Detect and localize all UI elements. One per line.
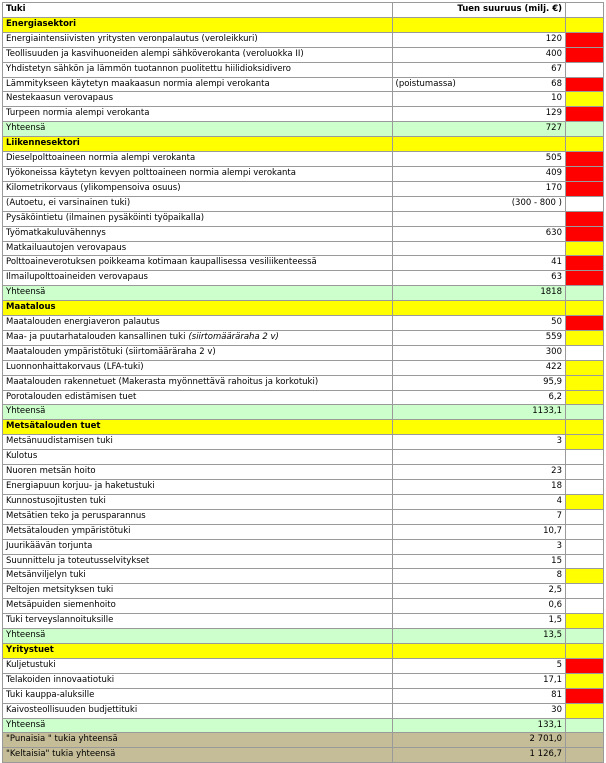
subsidy-name: Lämmitykseen käytetyn maakaasun normia alempi verokanta <box>6 78 270 89</box>
flag-cell-red <box>566 271 604 286</box>
section-header-row <box>3 420 604 435</box>
table-row <box>3 658 604 673</box>
subsidy-name: Yhdistetyn sähkön ja lämmön tuotannon puolitettu hiilidioksidivero <box>6 63 291 74</box>
section-header-row <box>3 301 604 316</box>
subsidy-name-cell <box>3 256 393 271</box>
table-row <box>3 92 604 107</box>
flag-cell-yellow <box>566 241 604 256</box>
table-row <box>3 211 604 226</box>
subsidy-name-cell <box>3 614 393 629</box>
grand-total-row <box>3 748 604 763</box>
flag-cell-none <box>566 539 604 554</box>
subsidy-name-cell <box>3 494 393 509</box>
subsidy-name: Teollisuuden ja kasvihuoneiden alempi sähköverokanta (veroluokka II) <box>6 48 304 59</box>
flag-cell-yellow <box>566 330 604 345</box>
flag-cell-none <box>566 465 604 480</box>
section-total-row <box>3 629 604 644</box>
header-name-cell: Tuki <box>3 3 393 18</box>
subsidy-name-cell <box>3 509 393 524</box>
flag-cell-none <box>566 584 604 599</box>
table-row <box>3 673 604 688</box>
table-row <box>3 524 604 539</box>
section-total-flag-cell <box>566 122 604 137</box>
subsidy-name: Dieselpolttoaineen normia alempi verokanta <box>6 153 196 164</box>
subsidy-name-cell <box>3 658 393 673</box>
table-row <box>3 375 604 390</box>
subsidy-name: Kilometrikorvaus (ylikompensoiva osuus) <box>6 182 181 193</box>
subsidy-value: 3 <box>393 539 566 554</box>
section-total-value: 133,1 <box>393 718 566 733</box>
subsidy-name-cell <box>3 465 393 480</box>
header-value-cell: Tuen suuruus (milj. €) <box>393 3 566 18</box>
subsidy-name: Nestekaasun verovapaus <box>6 93 114 104</box>
section-value-cell <box>393 643 566 658</box>
table-row <box>3 539 604 554</box>
subsidy-value: 400 <box>393 47 566 62</box>
subsidy-name-cell <box>3 673 393 688</box>
section-header-row <box>3 643 604 658</box>
subsidy-name: Maatalouden energiaveron palautus <box>6 317 160 328</box>
section-total-row <box>3 405 604 420</box>
subsidy-name-cell <box>3 584 393 599</box>
subsidy-name: Pysäköintietu (ilmainen pysäköinti työpaikalla) <box>6 212 205 223</box>
subsidy-name-cell <box>3 62 393 77</box>
subsidy-name-cell <box>3 435 393 450</box>
subsidy-name: Peltojen metsityksen tuki <box>6 585 114 596</box>
grand-total-row <box>3 733 604 748</box>
flag-cell-yellow <box>566 494 604 509</box>
subsidy-name: Kulotus <box>6 451 38 462</box>
subsidy-name: Tuki kauppa-aluksille <box>6 689 95 700</box>
flag-cell-red <box>566 166 604 181</box>
section-total-value: 1133,1 <box>393 405 566 420</box>
subsidy-value <box>393 241 566 256</box>
subsidy-value: 6,2 <box>393 390 566 405</box>
subsidy-name-cell <box>3 92 393 107</box>
subsidy-name: Suunnittelu ja toteutusselvitykset <box>6 555 150 566</box>
header-flag-cell <box>566 3 604 18</box>
subsidy-value: 129 <box>393 107 566 122</box>
subsidy-name-cell <box>3 480 393 495</box>
subsidy-value: 1,5 <box>393 614 566 629</box>
subsidy-name-cell <box>3 360 393 375</box>
table-row <box>3 226 604 241</box>
section-flag-cell <box>566 137 604 152</box>
flag-cell-none <box>566 196 604 211</box>
flag-cell-none <box>566 524 604 539</box>
subsidy-name-cell <box>3 345 393 360</box>
subsidy-name-cell <box>3 390 393 405</box>
subsidy-name: Polttoaineverotuksen poikkeama kotimaan kaupallisessa vesiliikenteessä <box>6 257 317 268</box>
subsidy-name: Juurikäävän torjunta <box>6 540 93 551</box>
subsidy-name-cell <box>3 32 393 47</box>
subsidy-name-cell <box>3 330 393 345</box>
section-total-label: Yhteensä <box>3 629 393 644</box>
section-header-row <box>3 17 604 32</box>
flag-cell-red <box>566 316 604 331</box>
section-title: Energiasektori <box>3 17 393 32</box>
flag-cell-yellow <box>566 703 604 718</box>
subsidy-name: (Autoetu, ei varsinainen tuki) <box>6 197 131 208</box>
grand-total-value: 2 701,0 <box>393 733 566 748</box>
subsidy-name: Metsätalouden ympäristötuki <box>6 525 131 536</box>
flag-cell-yellow <box>566 614 604 629</box>
table-row <box>3 77 604 92</box>
section-total-label: Yhteensä <box>3 718 393 733</box>
table-row <box>3 166 604 181</box>
flag-cell-yellow <box>566 435 604 450</box>
section-total-flag-cell <box>566 405 604 420</box>
subsidy-name: Metsäpuiden siemenhoito <box>6 600 116 611</box>
subsidy-value: 409 <box>393 166 566 181</box>
flag-cell-none <box>566 480 604 495</box>
flag-cell-red <box>566 658 604 673</box>
subsidy-name-cell <box>3 241 393 256</box>
subsidy-table <box>2 2 604 763</box>
subsidy-name-cell: Lämmitykseen käytetyn maakaasun normia alempi verokanta (poistumassa) <box>3 77 393 92</box>
grand-total-value: 1 126,7 <box>393 748 566 763</box>
table-row <box>3 614 604 629</box>
subsidy-value: 23 <box>393 465 566 480</box>
subsidy-value: 68 <box>393 77 566 92</box>
subsidy-name-cell <box>3 152 393 167</box>
subsidy-value: 50 <box>393 316 566 331</box>
section-title: Liikennesektori <box>3 137 393 152</box>
section-total-label: Yhteensä <box>3 405 393 420</box>
subsidy-name-cell <box>3 316 393 331</box>
subsidy-value: 17,1 <box>393 673 566 688</box>
section-flag-cell <box>566 420 604 435</box>
grand-total-label: "Punaisia " tukia yhteensä <box>3 733 393 748</box>
section-title: Maatalous <box>3 301 393 316</box>
flag-cell-red <box>566 107 604 122</box>
section-total-value: 13,5 <box>393 629 566 644</box>
flag-cell-yellow <box>566 673 604 688</box>
subsidy-name: Luonnonhaittakorvaus (LFA-tuki) <box>6 361 144 372</box>
subsidy-name: Metsänuudistamisen tuki <box>6 436 113 447</box>
flag-cell-none <box>566 599 604 614</box>
subsidy-name: Turpeen normia alempi verokanta <box>6 108 150 119</box>
subsidy-value: 95,9 <box>393 375 566 390</box>
table-row <box>3 241 604 256</box>
table-row <box>3 554 604 569</box>
flag-cell-red <box>566 688 604 703</box>
subsidy-note: (siirtomääräraha 2 v) <box>188 331 279 342</box>
subsidy-value <box>393 450 566 465</box>
subsidy-name: Kuljetustuki <box>6 659 56 670</box>
subsidy-name: Maa- ja puutarhatalouden kansallinen tuki <box>6 331 186 342</box>
subsidy-name-cell <box>3 166 393 181</box>
table-row <box>3 62 604 77</box>
subsidy-value: 81 <box>393 688 566 703</box>
subsidy-table-body <box>3 3 604 763</box>
subsidy-value: 0,6 <box>393 599 566 614</box>
section-total-label: Yhteensä <box>3 122 393 137</box>
table-row <box>3 494 604 509</box>
section-total-row <box>3 286 604 301</box>
subsidy-name: Metsätien teko ja perusparannus <box>6 510 146 521</box>
subsidy-name: Kunnostusojitusten tuki <box>6 495 106 506</box>
subsidy-name-cell <box>3 107 393 122</box>
grand-total-label: "Keltaisia" tukia yhteensä <box>3 748 393 763</box>
section-header-row <box>3 137 604 152</box>
subsidy-name-cell <box>3 226 393 241</box>
subsidy-name-cell <box>3 688 393 703</box>
flag-cell-red <box>566 152 604 167</box>
table-row <box>3 360 604 375</box>
table-row <box>3 47 604 62</box>
header-row <box>3 3 604 18</box>
subsidy-name-cell <box>3 271 393 286</box>
flag-cell-yellow <box>566 569 604 584</box>
table-row <box>3 465 604 480</box>
subsidy-name-cell <box>3 196 393 211</box>
subsidy-name: Matkailuautojen verovapaus <box>6 242 127 253</box>
subsidy-name: Tuki terveyslannoituksille <box>6 615 114 626</box>
subsidy-name-cell <box>3 539 393 554</box>
table-row <box>3 107 604 122</box>
section-total-flag-cell <box>566 286 604 301</box>
section-value-cell <box>393 137 566 152</box>
section-total-row <box>3 122 604 137</box>
section-total-value: 1818 <box>393 286 566 301</box>
subsidy-name: Energiaintensiivisten yritysten veronpalautus (veroleikkuri) <box>6 33 258 44</box>
subsidy-name: Työkoneissa käytetyn kevyen polttoaineen normia alempi verokanta <box>6 167 296 178</box>
subsidy-name: Energiapuun korjuu- ja haketustuki <box>6 481 155 491</box>
flag-cell-none <box>566 62 604 77</box>
subsidy-value: 4 <box>393 494 566 509</box>
subsidy-value: 120 <box>393 32 566 47</box>
subsidy-name: Ilmailupolttoaineiden verovapaus <box>6 272 148 283</box>
flag-cell-red <box>566 32 604 47</box>
table-row <box>3 450 604 465</box>
subsidy-value: 10,7 <box>393 524 566 539</box>
subsidy-name: Työmatkakuluvähennys <box>6 227 106 238</box>
table-row <box>3 599 604 614</box>
table-row <box>3 688 604 703</box>
flag-cell-none <box>566 509 604 524</box>
subsidy-name-cell <box>3 181 393 196</box>
subsidy-name: Maatalouden ympäristötuki (siirtomääräraha 2 v) <box>6 346 216 357</box>
flag-cell-red <box>566 226 604 241</box>
table-row <box>3 271 604 286</box>
subsidy-value: 630 <box>393 226 566 241</box>
table-row <box>3 316 604 331</box>
flag-cell-none <box>566 345 604 360</box>
section-total-flag-cell <box>566 718 604 733</box>
table-row <box>3 330 604 345</box>
table-row <box>3 509 604 524</box>
flag-cell-yellow <box>566 375 604 390</box>
subsidy-name-cell <box>3 554 393 569</box>
flag-cell-none <box>566 554 604 569</box>
section-flag-cell <box>566 643 604 658</box>
section-total-value: 727 <box>393 122 566 137</box>
subsidy-value: 170 <box>393 181 566 196</box>
subsidy-name: Nuoren metsän hoito <box>6 466 96 477</box>
subsidy-value: 422 <box>393 360 566 375</box>
grand-total-flag-cell <box>566 733 604 748</box>
table-row <box>3 181 604 196</box>
subsidy-name-cell <box>3 211 393 226</box>
subsidy-name-cell <box>3 47 393 62</box>
subsidy-name-cell <box>3 524 393 539</box>
subsidy-value: 2,5 <box>393 584 566 599</box>
table-row <box>3 152 604 167</box>
subsidy-name-cell <box>3 375 393 390</box>
section-value-cell <box>393 301 566 316</box>
table-row <box>3 703 604 718</box>
subsidy-name: Kaivosteollisuuden budjettituki <box>6 704 138 715</box>
flag-cell-red <box>566 47 604 62</box>
subsidy-value: 15 <box>393 554 566 569</box>
subsidy-value: 559 <box>393 330 566 345</box>
subsidy-name-cell <box>3 703 393 718</box>
section-title: Yritystuet <box>3 643 393 658</box>
subsidy-value: 5 <box>393 658 566 673</box>
section-total-flag-cell <box>566 629 604 644</box>
table-row <box>3 435 604 450</box>
subsidy-value: 8 <box>393 569 566 584</box>
table-row <box>3 196 604 211</box>
subsidy-name: Maatalouden rakennetuet (Makerasta myönnettävä rahoitus ja korkotuki) <box>6 376 319 387</box>
table-row <box>3 584 604 599</box>
section-flag-cell <box>566 17 604 32</box>
flag-cell-yellow <box>566 360 604 375</box>
table-row <box>3 390 604 405</box>
flag-cell-red <box>566 211 604 226</box>
subsidy-value: 67 <box>393 62 566 77</box>
section-title: Metsätalouden tuet <box>3 420 393 435</box>
flag-cell-red <box>566 181 604 196</box>
table-row <box>3 569 604 584</box>
table-row <box>3 32 604 47</box>
subsidy-value: 10 <box>393 92 566 107</box>
grand-total-flag-cell <box>566 748 604 763</box>
subsidy-name: Metsänviljelyn tuki <box>6 570 86 581</box>
section-value-cell <box>393 420 566 435</box>
table-row <box>3 345 604 360</box>
subsidy-value: 3 <box>393 435 566 450</box>
subsidy-value: 41 <box>393 256 566 271</box>
subsidy-value: 300 <box>393 345 566 360</box>
flag-cell-yellow <box>566 390 604 405</box>
subsidy-name-cell <box>3 599 393 614</box>
subsidy-name: Porotalouden edistämisen tuet <box>6 391 137 402</box>
section-value-cell <box>393 17 566 32</box>
subsidy-value: 7 <box>393 509 566 524</box>
flag-cell-none <box>566 450 604 465</box>
section-total-row <box>3 718 604 733</box>
flag-cell-yellow <box>566 92 604 107</box>
subsidy-value <box>393 211 566 226</box>
flag-cell-red <box>566 256 604 271</box>
section-flag-cell <box>566 301 604 316</box>
subsidy-name-cell <box>3 450 393 465</box>
subsidy-value: (300 - 800 ) <box>393 196 566 211</box>
subsidy-value: 63 <box>393 271 566 286</box>
table-row <box>3 480 604 495</box>
table-row <box>3 256 604 271</box>
flag-cell-red <box>566 77 604 92</box>
subsidy-name-cell <box>3 569 393 584</box>
subsidy-value: 30 <box>393 703 566 718</box>
subsidy-value: 18 <box>393 480 566 495</box>
section-total-label: Yhteensä <box>3 286 393 301</box>
subsidy-name: Telakoiden innovaatiotuki <box>6 674 115 685</box>
subsidy-value: 505 <box>393 152 566 167</box>
